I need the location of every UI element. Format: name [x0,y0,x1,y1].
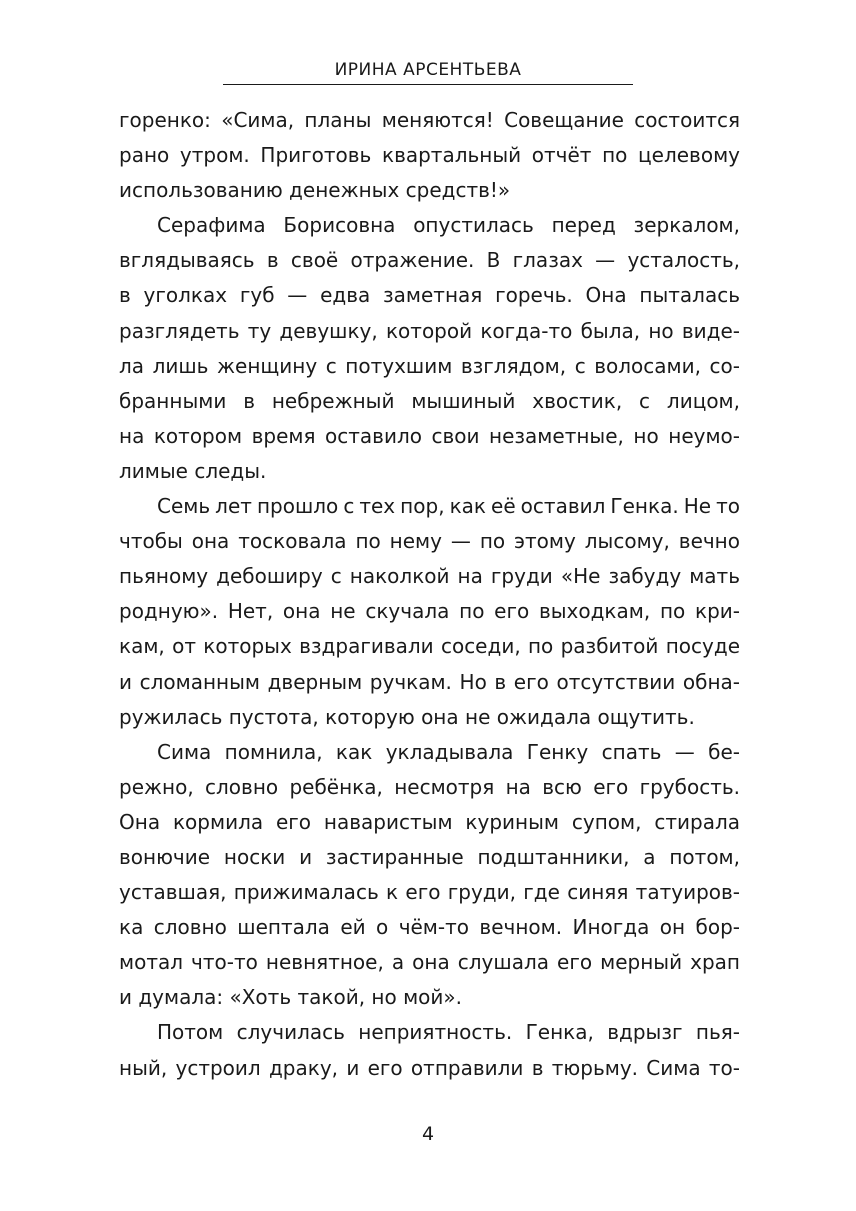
text-line: Она кормила его наваристым куриным супом, стирала [119,809,740,834]
text-line: ка словно шептала ей о чём-то вечном. Иногда он бор- [119,915,740,940]
text-line: ружилась пустота, которую она не ожидала ощутить. [119,704,695,729]
text-line: в уголках губ — едва заметная горечь. Она пыталась [119,283,740,308]
text-line: пьяному дебоширу с наколкой на груди «Не забуду мать [119,564,740,589]
text-line: кам, от которых вздрагивали соседи, по разбитой посуде [119,634,740,659]
text-line: разглядеть ту девушку, которой когда-то была, но виде- [119,318,740,343]
text-line: Семь лет прошло с тех пор, как её оставил Генка. Не то [157,494,740,519]
text-line: режно, словно ребёнка, несмотря на всю его грубость. [119,774,740,799]
text-line: и сломанным дверным ручкам. Но в его отсутствии обна- [119,669,740,694]
page-number: 4 [421,1123,435,1145]
paragraph [119,1015,740,1085]
text-line: родную». Нет, она не скучала по его выходкам, по кри- [119,599,740,624]
text-line: ный, устроил драку, и его отправили в тюрьму. Сима то- [119,1055,740,1080]
text-line: лимые следы. [119,458,267,483]
text-line: бранными в небрежный мышиный хвостик, с лицом, [119,388,740,413]
text-line: использованию денежных средств!» [119,178,511,203]
text-line: Сима помнила, как укладывала Генку спать — бе- [157,739,740,764]
text-line: Серафима Борисовна опустилась перед зеркалом, [157,213,740,238]
text-line: ла лишь женщину с потухшим взглядом, с волосами, со- [119,353,740,378]
paragraph [119,489,740,735]
text-line: на котором время оставило свои незаметные, но неумо- [119,423,740,448]
paragraph [119,103,740,208]
paragraph [119,208,740,489]
text-line: уставшая, прижималась к его груди, где синяя татуиров- [119,880,740,905]
text-line: и думала: «Хоть такой, но мой». [119,985,462,1010]
text-line: чтобы она тосковала по нему — по этому лысому, вечно [119,529,740,554]
text-line: горенко: «Сима, планы меняются! Совещание состоится [119,108,740,132]
header-rule [223,84,633,85]
running-head: ИРИНА АРСЕНТЬЕВА [334,60,522,80]
text-line: вонючие носки и застиранные подштанники, а потом, [119,844,740,869]
body-text [119,103,740,1086]
text-line: вглядываясь в своё отражение. В глазах — усталость, [119,248,740,273]
text-line: мотал что-то невнятное, а она слушала его мерный храп [119,950,740,975]
text-line: Потом случилась неприятность. Генка, вдрызг пья- [157,1020,740,1045]
text-line: рано утром. Приготовь квартальный отчёт по целевому [119,143,740,168]
paragraph [119,735,740,1016]
